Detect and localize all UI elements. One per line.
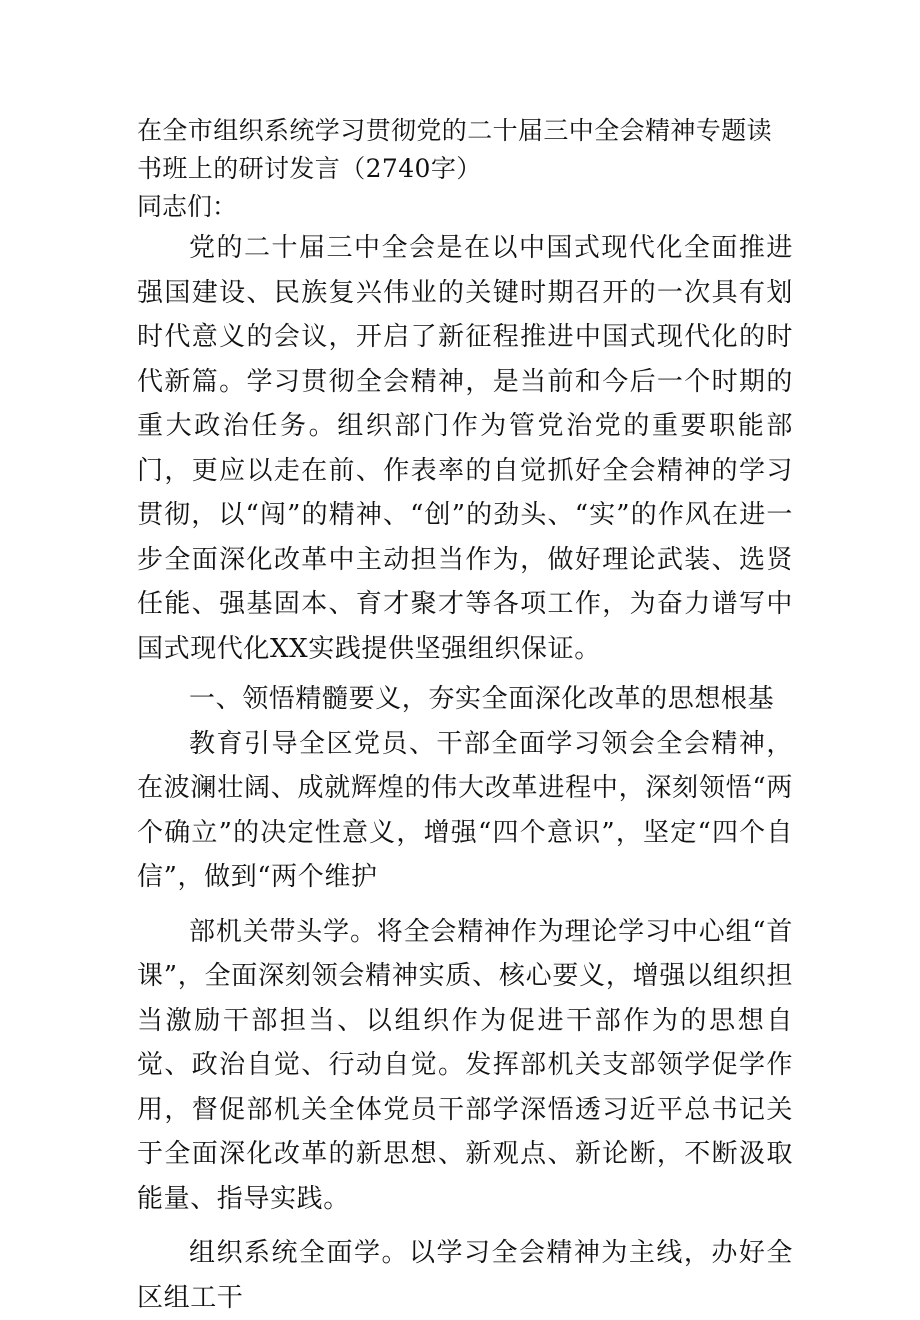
section-1-paragraph-2: 部机关带头学。将全会精神作为理论学习中心组“首课”，全面深刻领会精神实质、核心要义，增强以组织担当激励干部担当、以组织作为促进干部作为的思想自觉、政治自觉、行动自觉。发挥部机关支部领学促学作用，督促部机关全体党员干部学深悟透习近平总书记关于全面深化改革的新思想、新观点、新论断，不断汲取能量、指导实践。 xyxy=(137,916,793,1214)
salutation: 同志们： xyxy=(137,192,238,221)
document-body xyxy=(137,112,793,1320)
section-heading-1: 一、领悟精髓要义，夯实全面深化改革的思想根基 xyxy=(189,684,775,714)
section-1-paragraph-1: 教育引导全区党员、干部全面学习领会全会精神，在波澜壮阔、成就辉煌的伟大改革进程中，深刻领悟“两个确立”的决定性意义，增强“四个意识”，坚定“四个自信”，做到“两个维护 xyxy=(137,728,793,892)
section-1-paragraph-3: 组织系统全面学。以学习全会精神为主线，办好全区组工干 xyxy=(137,1238,793,1313)
document-title: 在全市组织系统学习贯彻党的二十届三中全会精神专题读书班上的研讨发言（2740字） xyxy=(137,116,773,183)
intro-paragraph: 党的二十届三中全会是在以中国式现代化全面推进强国建设、民族复兴伟业的关键时期召开的一次具有划时代意义的会议，开启了新征程推进中国式现代化的时代新篇。学习贯彻全会精神，是当前和今后一个时期的重大政治任务。组织部门作为管党治党的重要职能部门，更应以走在前、作表率的自觉抓好全会精神的学习贯彻，以“闯”的精神、“创”的劲头、“实”的作风在进一步全面深化改革中主动担当作为，做好理论武装、选贤任能、强基固本、育才聚才等各项工作，为奋力谱写中国式现代化XX实践提供坚强组织保证。 xyxy=(137,233,793,664)
